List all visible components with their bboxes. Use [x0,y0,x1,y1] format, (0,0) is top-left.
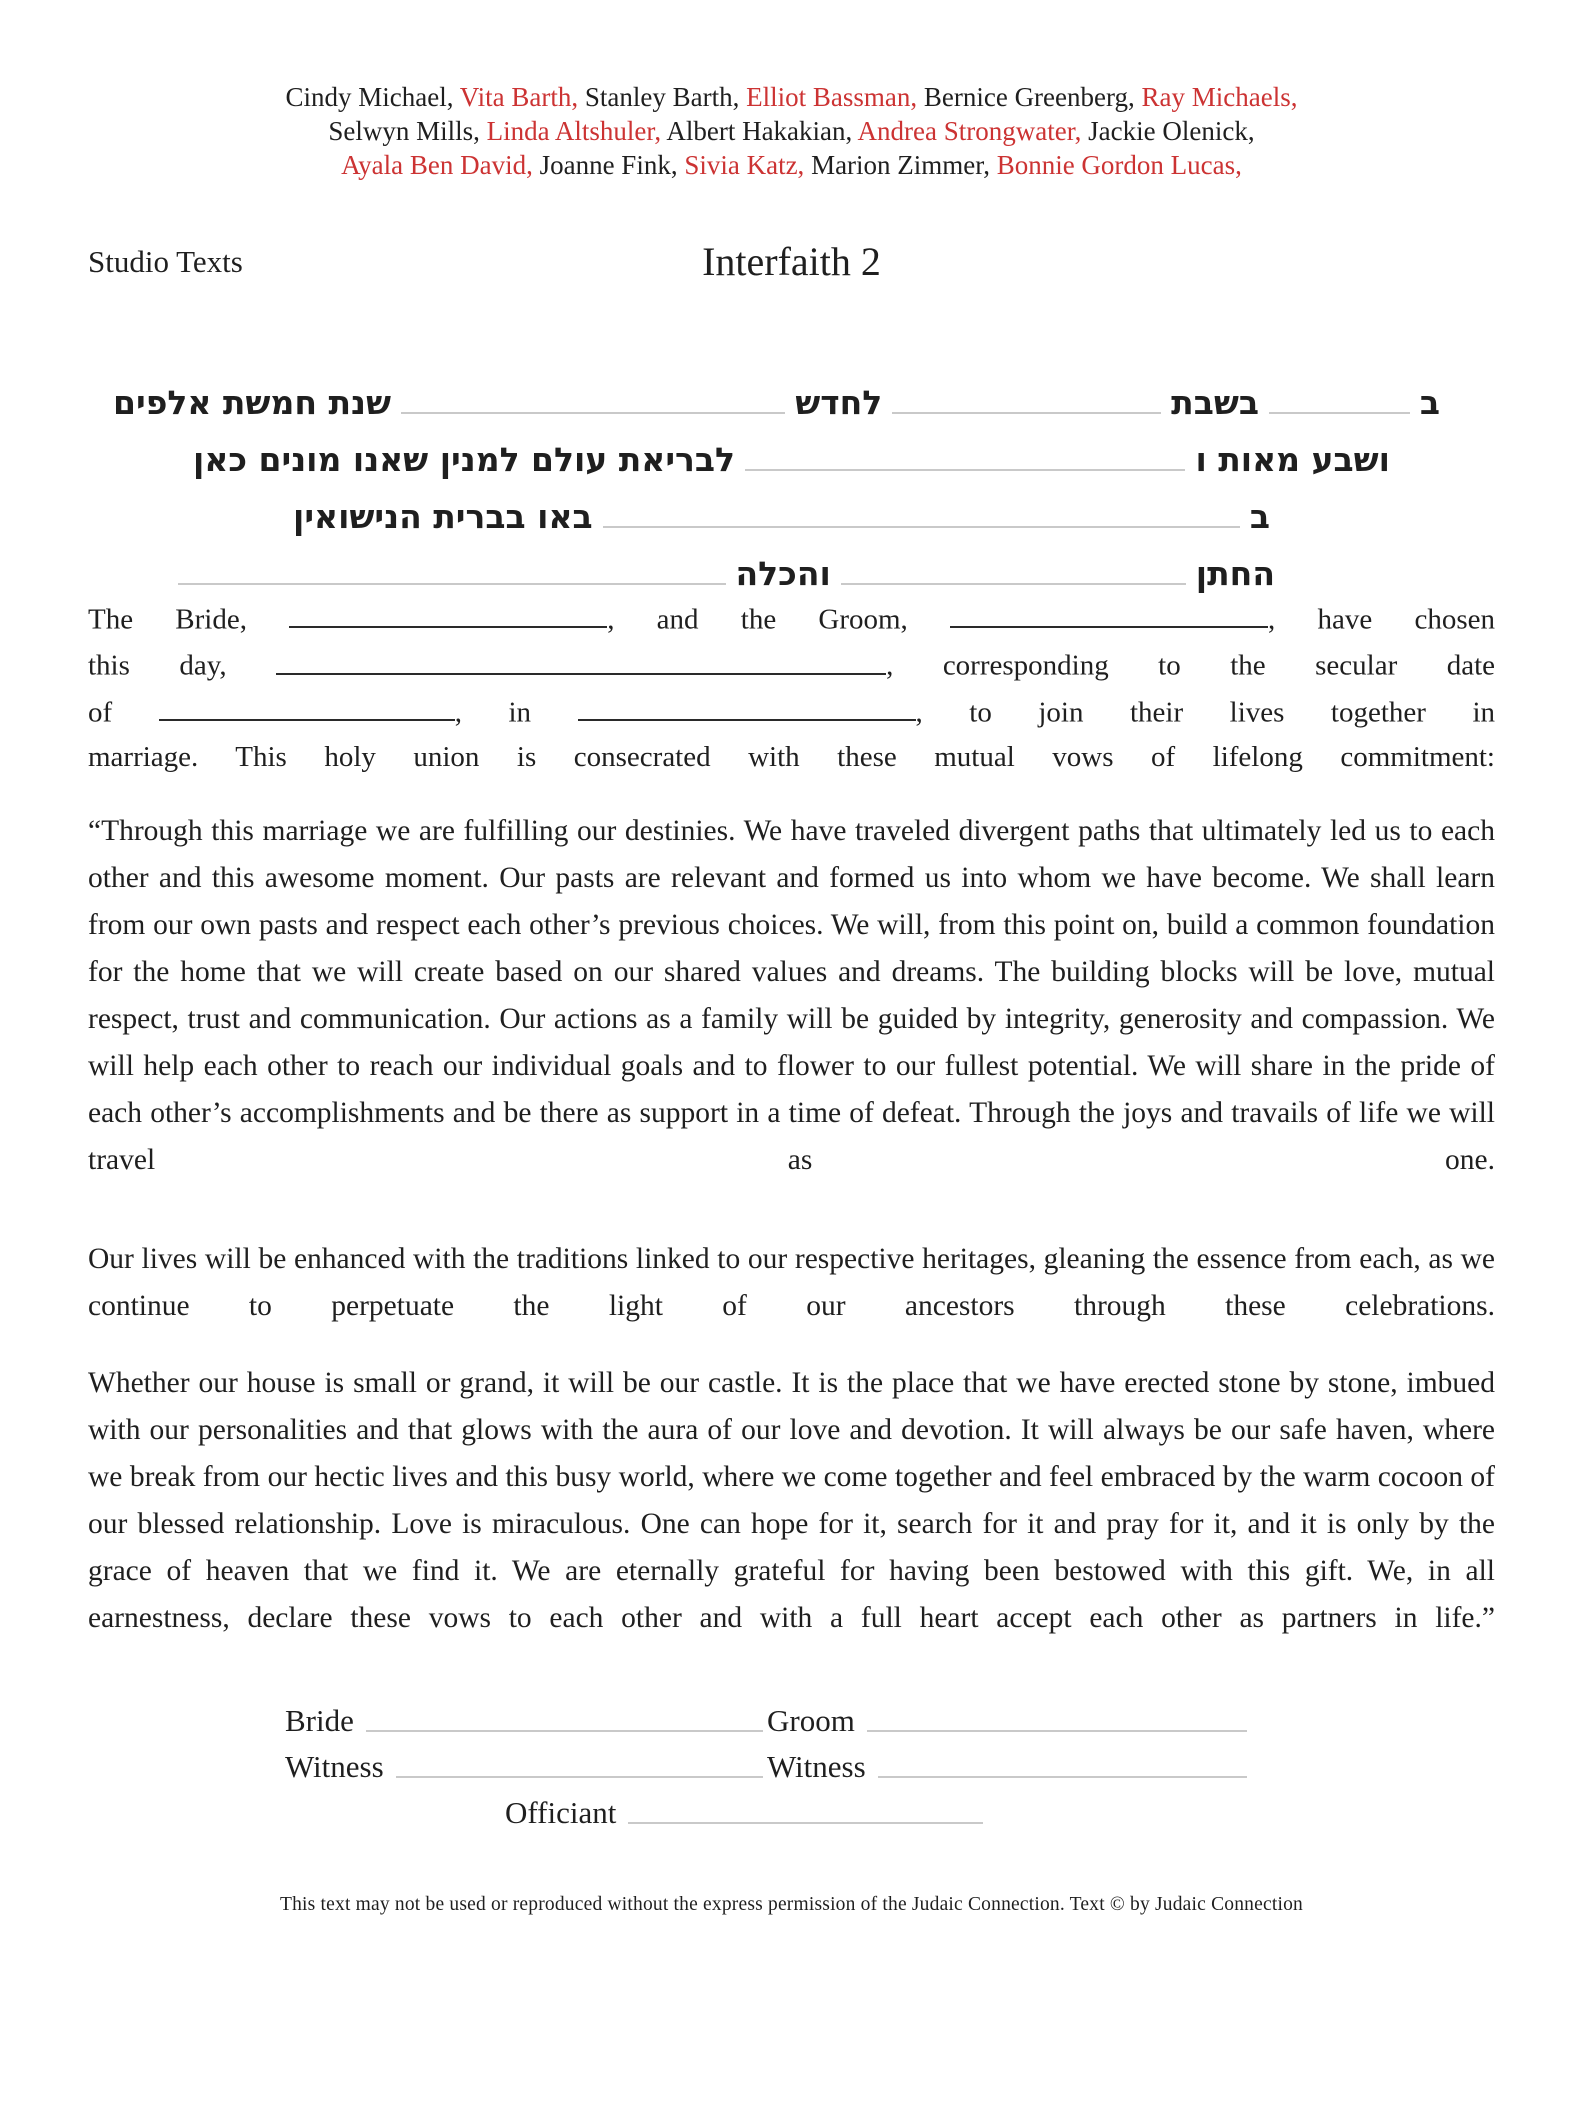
witness2-signature-cell [767,1738,1247,1784]
fill-in-text: , and the Groom, [607,603,908,636]
artist-name: Ayala Ben David, [341,150,533,180]
bride-name-blank [289,596,607,628]
witness1-signature-label: Witness [285,1748,384,1784]
groom-signature-line [867,1730,1247,1732]
artist-name: Sivia Katz, [684,150,805,180]
document-page [0,80,1583,1916]
groom-name-blank [950,596,1268,628]
hebrew-text: החתן [1195,553,1275,593]
artist-name: Selwyn Mills, [328,116,480,146]
artist-name: Cindy Michael, [285,82,454,112]
fill-in-line-1 [88,596,1495,642]
officiant-signature-label: Officiant [505,1794,617,1830]
english-fill-in-section [88,596,1495,780]
artist-names-line-3 [88,148,1495,182]
artist-name: Albert Hakakian, [666,116,853,146]
hebrew-text: שנת חמשת אלפים [113,382,392,422]
fill-in-text: , to join their lives together in [915,696,1496,729]
fill-in-text: of [88,696,113,729]
groom-signature-cell [767,1692,1247,1738]
hebrew-line-couple [88,535,1495,592]
page-title: Interfaith 2 [702,239,881,284]
hebrew-year-blank [745,469,1185,471]
vows-paragraph-3: Whether our house is small or grand, it will be our castle. It is the place that we have erected stone by stone, imbued with our personalities and that glows with the aura of our love and devotion. It will always be our safe haven, where we break from our hectic lives and this busy world, where we come together and feel embraced by the warm cocoon of our blessed relationship. Love is miraculous. One can hope for it, search for it and pray for it, and it is only by the grace of heaven that we find it. We are eternally grateful for having been bestowed with this gift. We, in all earnestness, declare these vows to each other and with a full heart accept each other as partners in life.” [88,1367,1495,1635]
fill-in-text: The Bride, [88,603,247,636]
hebrew-month-blank [401,412,785,414]
bride-signature-label: Bride [285,1702,354,1738]
hebrew-date-blank [276,642,886,674]
artist-name: Vita Barth, [459,82,579,112]
witness1-signature-cell [285,1738,763,1784]
hebrew-line-year [88,421,1495,478]
artist-names-line-1 [88,80,1495,114]
fill-in-line-2 [88,642,1495,688]
officiant-signature-line [628,1822,983,1824]
hebrew-text: ב [1419,382,1440,422]
artist-name: Joanne Fink, [539,150,678,180]
hebrew-text: בשבת [1171,382,1259,422]
hebrew-line-place [88,478,1495,535]
vows-paragraph-2: Our lives will be enhanced with the traditions linked to our respective heritages, gleaning the essence from each, as we continue to perpetuate the light of our ancestors through these celebrations. [88,1243,1495,1323]
hebrew-day-blank [1269,412,1410,414]
fill-in-text: marriage. This holy union is consecrated with these mutual vows of lifelong commitment: [88,741,1495,774]
signature-section [88,1692,1495,1830]
artist-name: Elliot Bassman, [746,82,918,112]
hebrew-text: לבריאת עולם למנין שאנו מונים כאן [193,439,736,479]
artist-name: Ray Michaels, [1141,82,1298,112]
witness1-signature-line [396,1776,763,1778]
fill-in-line-4 [88,735,1495,780]
artist-name: Linda Altshuler, [486,116,662,146]
artist-name: Bonnie Gordon Lucas, [996,150,1242,180]
artist-name: Andrea Strongwater, [857,116,1082,146]
title-row [88,238,1495,294]
artist-names-list [88,80,1495,182]
hebrew-bride-name-blank [178,583,726,585]
bride-signature-cell [285,1692,763,1738]
hebrew-groom-name-blank [841,583,1186,585]
fill-in-text: , have chosen [1268,603,1495,636]
officiant-signature-cell [505,1784,1025,1830]
vows-paragraph-1: “Through this marriage we are fulfilling our destinies. We have traveled divergent paths that ultimately led us to each other and this awesome moment. Our pasts are relevant and formed us into whom we have become. We shall learn from our own pasts and respect each other’s previous choices. We will, from this point on, build a common foundation for the home that we will create based on our shared values and dreams. The building blocks will be love, mutual respect, trust and communication. Our actions as a family will be guided by integrity, generosity and compassion. We will help each other to reach our individual goals and to flower to our fullest potential. We will share in the pride of each other’s accomplishments and be there as support in a time of defeat. Through the joys and travails of life we will travel as one. [88,815,1495,1177]
secular-date-blank [159,689,455,721]
fill-in-line-3 [88,689,1495,735]
artist-name: Stanley Barth, [584,82,740,112]
signature-row-1 [285,1692,1247,1738]
artist-names-line-2 [88,114,1495,148]
bride-signature-line [366,1730,763,1732]
location-blank [578,689,916,721]
hebrew-text: והכלה [735,553,831,593]
fill-in-text: , in [454,696,532,729]
hebrew-text: ושבע מאות ו [1195,439,1390,479]
hebrew-week-blank [892,412,1161,414]
fill-in-text: , corresponding to the secular date [886,649,1495,682]
hebrew-place-blank [603,526,1240,528]
witness2-signature-line [878,1776,1247,1778]
studio-label: Studio Texts [88,244,243,279]
groom-signature-label: Groom [767,1702,855,1738]
signature-row-2 [285,1738,1247,1784]
hebrew-date-section [88,364,1495,592]
hebrew-text: באו בברית הנישואין [293,496,593,536]
hebrew-line-day [88,364,1495,421]
hebrew-text: ב [1249,496,1270,536]
copyright-notice: This text may not be used or reproduced without the express permission of the Judaic Connection. Text © by Judaic Connection [280,1894,1303,1916]
artist-name: Marion Zimmer, [811,150,990,180]
artist-name: Bernice Greenberg, [923,82,1135,112]
witness2-signature-label: Witness [767,1748,866,1784]
fill-in-text: this day, [88,649,227,682]
artist-name: Jackie Olenick, [1088,116,1255,146]
hebrew-text: לחדש [795,382,883,422]
